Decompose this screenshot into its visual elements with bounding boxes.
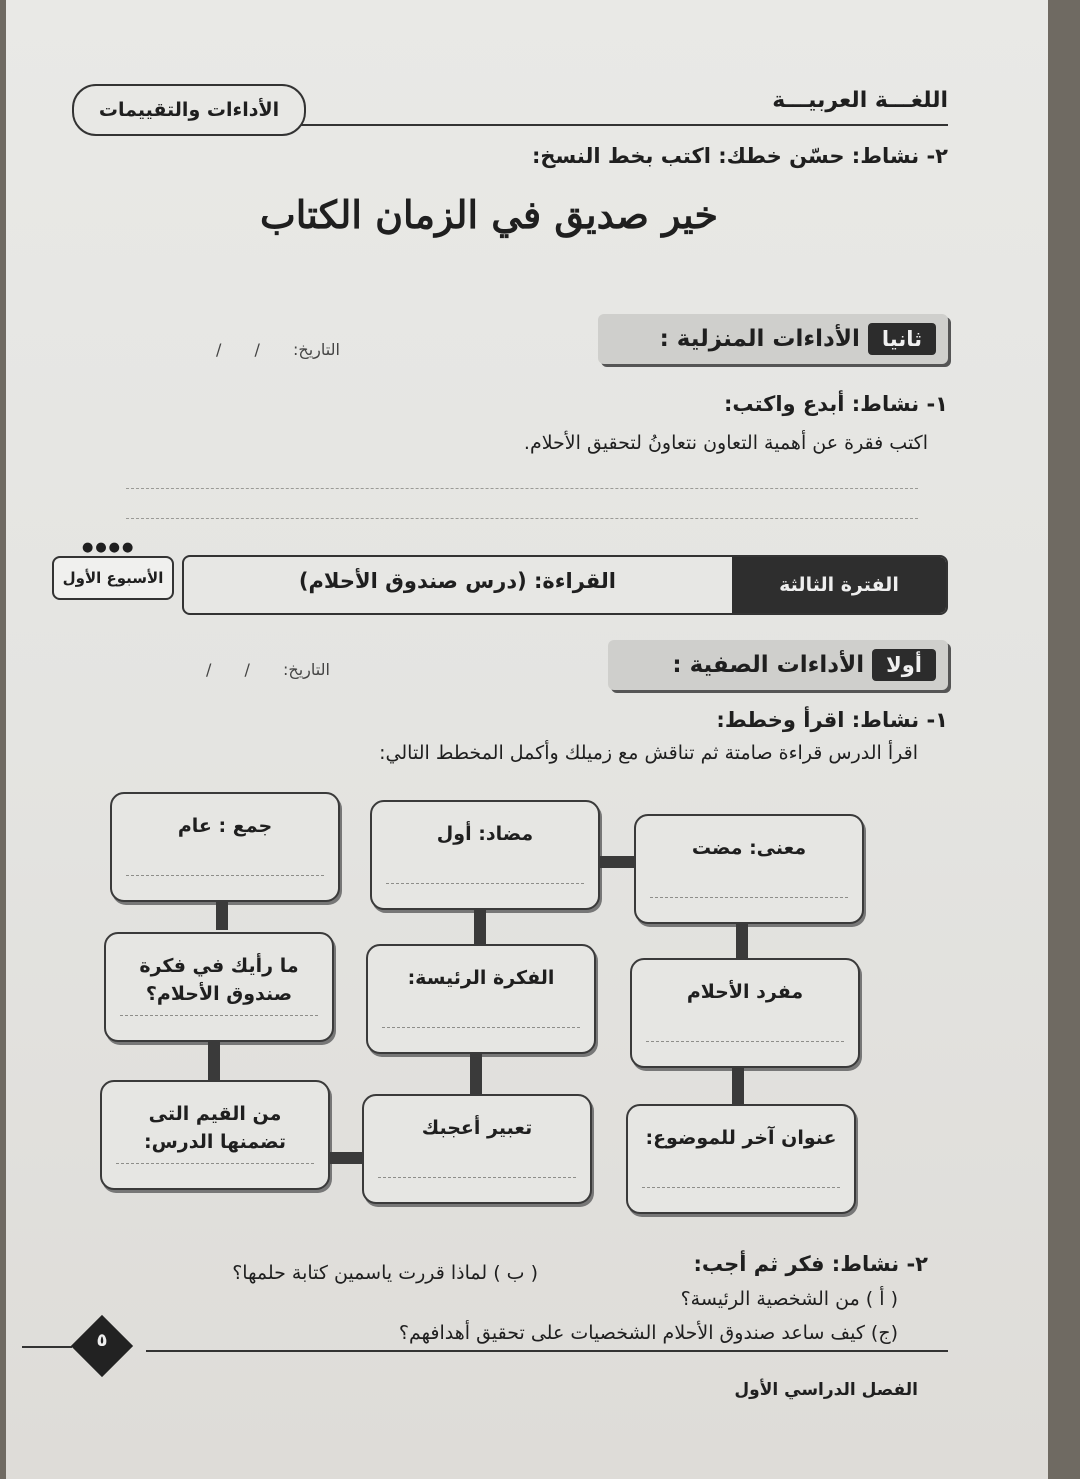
box-label: من القيم التى تضمنها الدرس: <box>143 1103 287 1153</box>
diagram-box-plural[interactable] <box>110 792 340 902</box>
class-section-header <box>608 640 948 690</box>
activity-read-title: ١- نشاط: اقرأ وخطط: <box>716 708 948 732</box>
reading-title: القراءة: (درس صندوق الأحلام) <box>298 569 616 593</box>
date-separator: / <box>254 340 260 359</box>
diagram-box-singular[interactable] <box>630 958 860 1068</box>
worksheet-page <box>6 0 1048 1479</box>
activity-calligraphy-title: ٢- نشاط: حسّن خطك: اكتب بخط النسخ: <box>532 144 948 168</box>
class-section-tag: أولا <box>872 649 936 681</box>
box-label: مفرد الأحلام <box>686 981 804 1003</box>
diagram-box-other-title[interactable] <box>626 1104 856 1214</box>
diagram-box-values[interactable] <box>100 1080 330 1190</box>
connector <box>732 1066 744 1106</box>
question-a: ( أ ) من الشخصية الرئيسة؟ <box>680 1288 898 1310</box>
subject-title: اللغـــة العربيـــة <box>772 88 948 113</box>
connector <box>470 1052 482 1094</box>
week-badge: الأسبوع الأول <box>52 556 174 600</box>
diagram-box-main-idea[interactable] <box>366 944 596 1054</box>
decorative-dots: ●●●● <box>82 540 136 555</box>
box-answer-line[interactable] <box>116 1163 314 1164</box>
diagram-box-opinion[interactable] <box>104 932 334 1042</box>
home-section-tag: ثانيا <box>868 323 936 355</box>
connector <box>474 908 486 944</box>
question-b: ( ب ) لماذا قررت ياسمين كتابة حلمها؟ <box>232 1262 538 1284</box>
box-answer-line[interactable] <box>646 1041 844 1042</box>
home-section-title: الأداءات المنزلية : <box>659 326 860 352</box>
connector <box>208 1040 220 1080</box>
box-answer-line[interactable] <box>120 1015 318 1016</box>
period-label: الفترة الثالثة <box>732 557 946 613</box>
home-section-header <box>598 314 948 364</box>
box-answer-line[interactable] <box>378 1177 576 1178</box>
footer-rule <box>146 1350 948 1352</box>
page-number: ٥ <box>96 1330 108 1351</box>
date-label: التاريخ: <box>292 340 340 359</box>
term-label: الفصل الدراسي الأول <box>734 1380 918 1400</box>
box-answer-line[interactable] <box>386 883 584 884</box>
class-section-title: الأداءات الصفية : <box>672 652 865 678</box>
diagram-box-antonym[interactable] <box>370 800 600 910</box>
activity-think-title: ٢- نشاط: فكر ثم أجب: <box>693 1252 928 1276</box>
connector <box>598 856 636 868</box>
class-date <box>206 660 330 679</box>
box-answer-line[interactable] <box>642 1187 840 1188</box>
box-answer-line[interactable] <box>382 1027 580 1028</box>
activity-write-title: ١- نشاط: أبدع واكتب: <box>723 392 948 416</box>
box-answer-line[interactable] <box>126 875 324 876</box>
connector <box>216 900 228 930</box>
activity-read-prompt: اقرأ الدرس قراءة صامتة ثم تناقش مع زميلك وأكمل المخطط التالي: <box>379 742 918 764</box>
box-label: الفكرة الرئيسة: <box>407 967 555 989</box>
section-pill: الأداءات والتقييمات <box>72 84 306 136</box>
box-label: ما رأيك في فكرة صندوق الأحلام؟ <box>139 955 299 1005</box>
box-label: تعبير أعجبك <box>421 1117 533 1139</box>
box-answer-line[interactable] <box>650 897 848 898</box>
date-separator: / <box>216 340 222 359</box>
footer-rule-left <box>22 1346 72 1348</box>
period-band <box>182 555 948 615</box>
date-label: التاريخ: <box>282 660 330 679</box>
box-label: مضاد: أول <box>436 823 534 845</box>
diagram-box-expression[interactable] <box>362 1094 592 1204</box>
box-label: معنى: مضت <box>691 837 807 859</box>
home-date <box>216 340 340 359</box>
activity-write-prompt: اكتب فقرة عن أهمية التعاون نتعاونُ لتحقيق الأحلام. <box>523 432 928 454</box>
box-label: عنوان آخر للموضوع: <box>645 1127 837 1149</box>
box-label: جمع : عام <box>177 815 273 837</box>
date-separator: / <box>206 660 212 679</box>
answer-line[interactable] <box>126 488 918 489</box>
answer-line[interactable] <box>126 518 918 519</box>
diagram-box-meaning[interactable] <box>634 814 864 924</box>
connector <box>328 1152 362 1164</box>
connector <box>736 922 748 958</box>
date-separator: / <box>244 660 250 679</box>
question-c: (ج) كيف ساعد صندوق الأحلام الشخصيات على تحقيق أهدافهم؟ <box>398 1322 898 1344</box>
calligraphy-text: خير صديق في الزمان الكتاب <box>259 192 718 237</box>
